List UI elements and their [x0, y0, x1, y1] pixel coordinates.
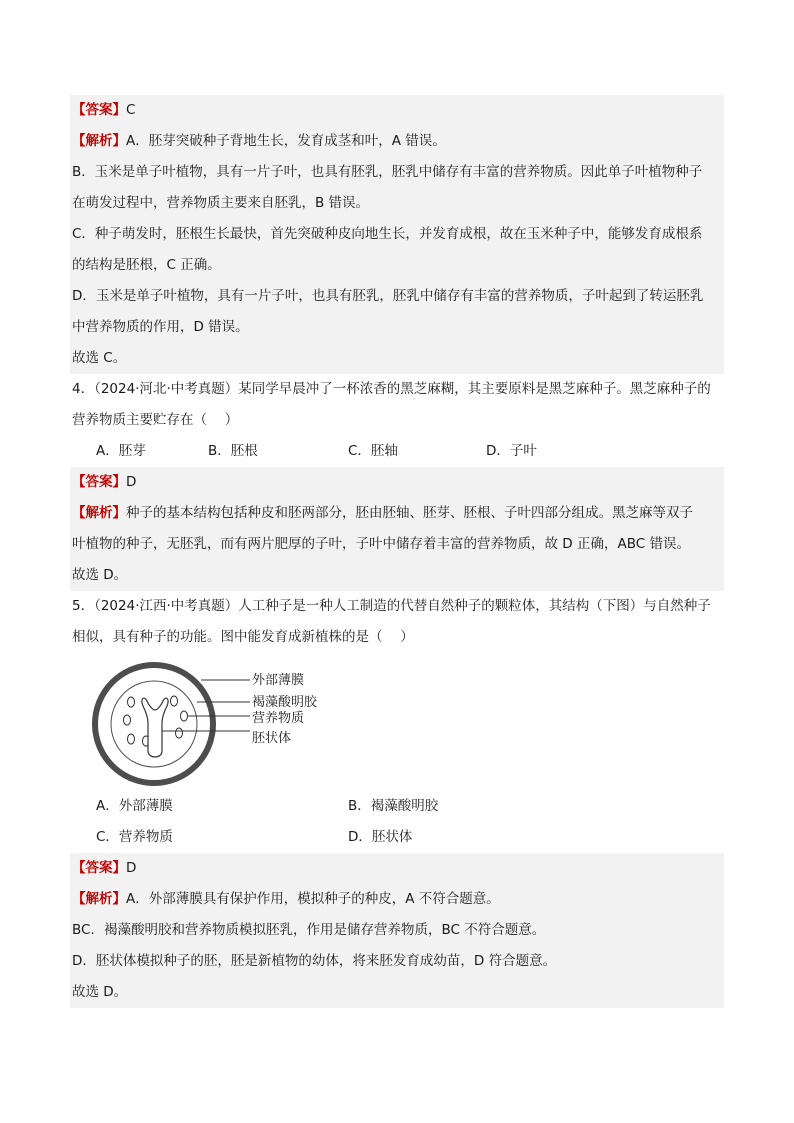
- answer-tag: 【答案】: [72, 474, 126, 490]
- option-a: A．胚芽: [96, 443, 146, 459]
- q4-answer-block: [70, 467, 724, 591]
- analysis-text: 故选 D。: [72, 567, 128, 583]
- analysis-text: 叶植物的种子，无胚乳，而有两片肥厚的子叶，子叶中储存着丰富的营养物质，故 D 正确，ABC 错误。: [72, 536, 690, 552]
- answer-tag: 【答案】: [72, 860, 126, 876]
- analysis-text: A．外部薄膜具有保护作用，模拟种子的种皮，A 不符合题意。: [126, 891, 500, 907]
- question-stem: 4．（2024·河北·中考真题）某同学早晨冲了一杯浓香的黑芝麻糊，其主要原料是黑芝麻种子。黑芝麻种子的: [72, 381, 711, 397]
- figure-label: 胚状体: [252, 731, 292, 746]
- analysis-text: 的结构是胚根，C 正确。: [72, 257, 221, 273]
- analysis-tag: 【解析】: [72, 891, 126, 907]
- q4-answer-line: [70, 467, 724, 498]
- analysis-text: 在萌发过程中，营养物质主要来自胚乳，B 错误。: [72, 195, 370, 211]
- q4-question: [70, 374, 724, 467]
- analysis-text: B．玉米是单子叶植物，具有一片子叶，也具有胚乳，胚乳中储存有丰富的营养物质。因此单子叶植物种子: [72, 164, 703, 180]
- answer-value: C: [126, 102, 136, 118]
- option-c: C．胚轴: [348, 443, 398, 459]
- question-stem: 5．（2024·江西·中考真题）人工种子是一种人工制造的代替自然种子的颗粒体，其结构（下图）与自然种子: [72, 598, 711, 614]
- q5-options-row-2: [70, 822, 724, 853]
- q5-options-row-1: [70, 791, 724, 822]
- analysis-text: A．胚芽突破种子背地生长，发育成茎和叶，A 错误。: [126, 133, 446, 149]
- question-stem: 相似，具有种子的功能。图中能发育成新植株的是（ ）: [72, 629, 414, 645]
- q5-analysis-line: [70, 884, 724, 915]
- question-stem: 营养物质主要贮存在（ ）: [72, 412, 239, 428]
- figure-label: 褐藻酸明胶: [252, 695, 318, 710]
- analysis-text: 中营养物质的作用，D 错误。: [72, 319, 249, 335]
- answer-tag: 【答案】: [72, 102, 126, 118]
- q5-answer-block: [70, 853, 724, 1008]
- artificial-seed-figure: [70, 653, 724, 791]
- document-page: [70, 95, 724, 1008]
- option-d: D．胚状体: [348, 829, 413, 845]
- option-b: B．胚根: [208, 443, 258, 459]
- option-d: D．子叶: [486, 443, 537, 459]
- answer-value: D: [126, 474, 137, 490]
- figure-label: 外部薄膜: [252, 673, 305, 688]
- analysis-text: 故选 D。: [72, 984, 128, 1000]
- analysis-tag: 【解析】: [72, 505, 126, 521]
- analysis-text: BC．褐藻酸明胶和营养物质模拟胚乳，作用是储存营养物质，BC 不符合题意。: [72, 922, 546, 938]
- analysis-text: C．种子萌发时，胚根生长最快，首先突破种皮向地生长，并发育成根，故在玉米种子中，能够发育成根系: [72, 226, 703, 242]
- option-c: C．营养物质: [96, 829, 173, 845]
- analysis-text: 故选 C。: [72, 350, 127, 366]
- q3-answer-block: [70, 95, 724, 374]
- q5-answer-line: [70, 853, 724, 884]
- artificial-seed-diagram: [84, 659, 384, 789]
- q3-analysis-line: [70, 126, 724, 157]
- q4-analysis-line: [70, 498, 724, 529]
- q4-options: [70, 436, 724, 467]
- q5-question: [70, 591, 724, 853]
- analysis-text: D．玉米是单子叶植物，具有一片子叶，也具有胚乳，胚乳中储存有丰富的营养物质，子叶起到了转运胚乳: [72, 288, 704, 304]
- q3-answer-line: [70, 95, 724, 126]
- analysis-text: D．胚状体模拟种子的胚，胚是新植物的幼体，将来胚发育成幼苗，D 符合题意。: [72, 953, 557, 969]
- answer-value: D: [126, 860, 137, 876]
- figure-label: 营养物质: [252, 711, 305, 726]
- option-b: B．褐藻酸明胶: [348, 798, 439, 814]
- analysis-tag: 【解析】: [72, 133, 126, 149]
- analysis-text: 种子的基本结构包括种皮和胚两部分，胚由胚轴、胚芽、胚根、子叶四部分组成。黑芝麻等双子: [126, 505, 693, 521]
- option-a: A．外部薄膜: [96, 798, 173, 814]
